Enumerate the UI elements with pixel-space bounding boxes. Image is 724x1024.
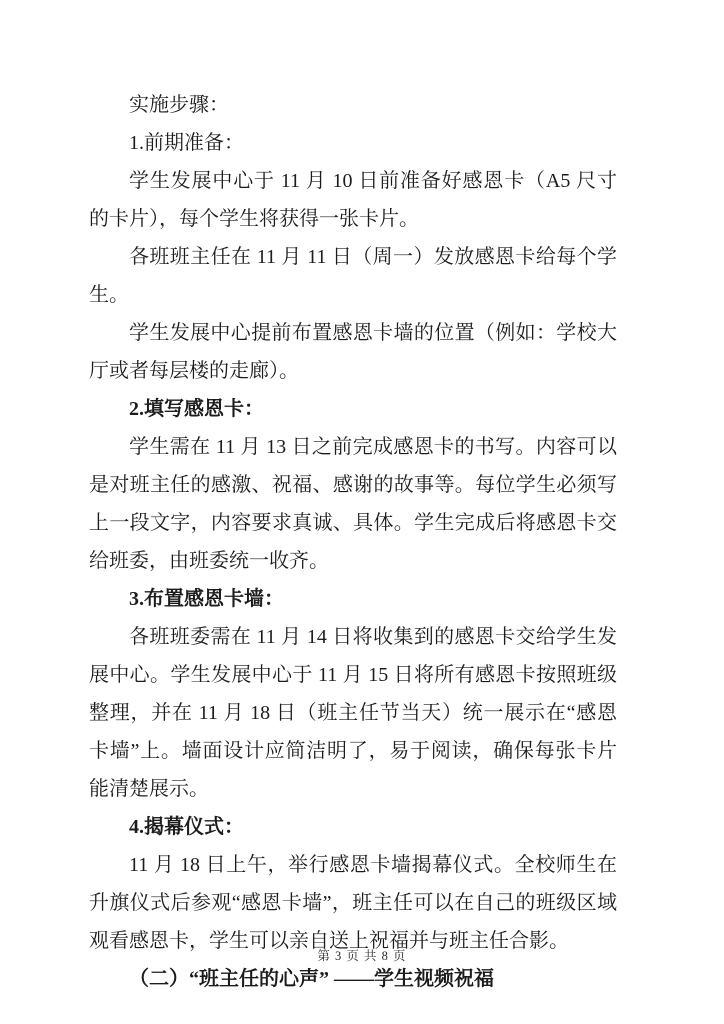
body-paragraph: 各班班主任在 11 月 11 日（周一）发放感恩卡给每个学生。	[89, 246, 617, 306]
body-paragraph: 学生发展中心提前布置感恩卡墙的位置（例如：学校大厅或者每层楼的走廊）。	[89, 322, 617, 382]
body-paragraph: 实施步骤：	[129, 94, 229, 116]
page-number-footer: 第 3 页 共 8 页	[317, 949, 407, 963]
body-paragraph: 学生需在 11 月 13 日之前完成感恩卡的书写。内容可以是对班主任的感激、祝福、感谢的故事等。每位学生必须写上一段文字，内容要求真诚、具体。学生完成后将感恩卡交给班委，由班委统一收齐。	[89, 436, 617, 572]
document-body	[89, 86, 617, 998]
body-paragraph: 1.前期准备：	[129, 132, 244, 154]
section-heading: （二）“班主任的心声” ——学生视频祝福	[129, 968, 494, 990]
body-paragraph: 各班班委需在 11 月 14 日将收集到的感恩卡交给学生发展中心。学生发展中心于 11 月 15 日将所有感恩卡按照班级整理，并在 11 月 18 日（班主任节当天）统一展示在“感恩卡墙”上。墙面设计应简洁明了，易于阅读，确保每张卡片能清楚展示。	[89, 626, 617, 800]
section-heading: 3.布置感恩卡墙：	[129, 588, 284, 610]
body-paragraph: 学生发展中心于 11 月 10 日前准备好感恩卡（A5 尺寸的卡片），每个学生将获得一张卡片。	[89, 170, 617, 230]
body-paragraph: 11 月 18 日上午，举行感恩卡墙揭幕仪式。全校师生在升旗仪式后参观“感恩卡墙”，班主任可以在自己的班级区域观看感恩卡，学生可以亲自送上祝福并与班主任合影。	[89, 854, 617, 952]
section-heading: 2.填写感恩卡：	[129, 398, 264, 420]
section-heading: 4.揭幕仪式：	[129, 816, 244, 838]
